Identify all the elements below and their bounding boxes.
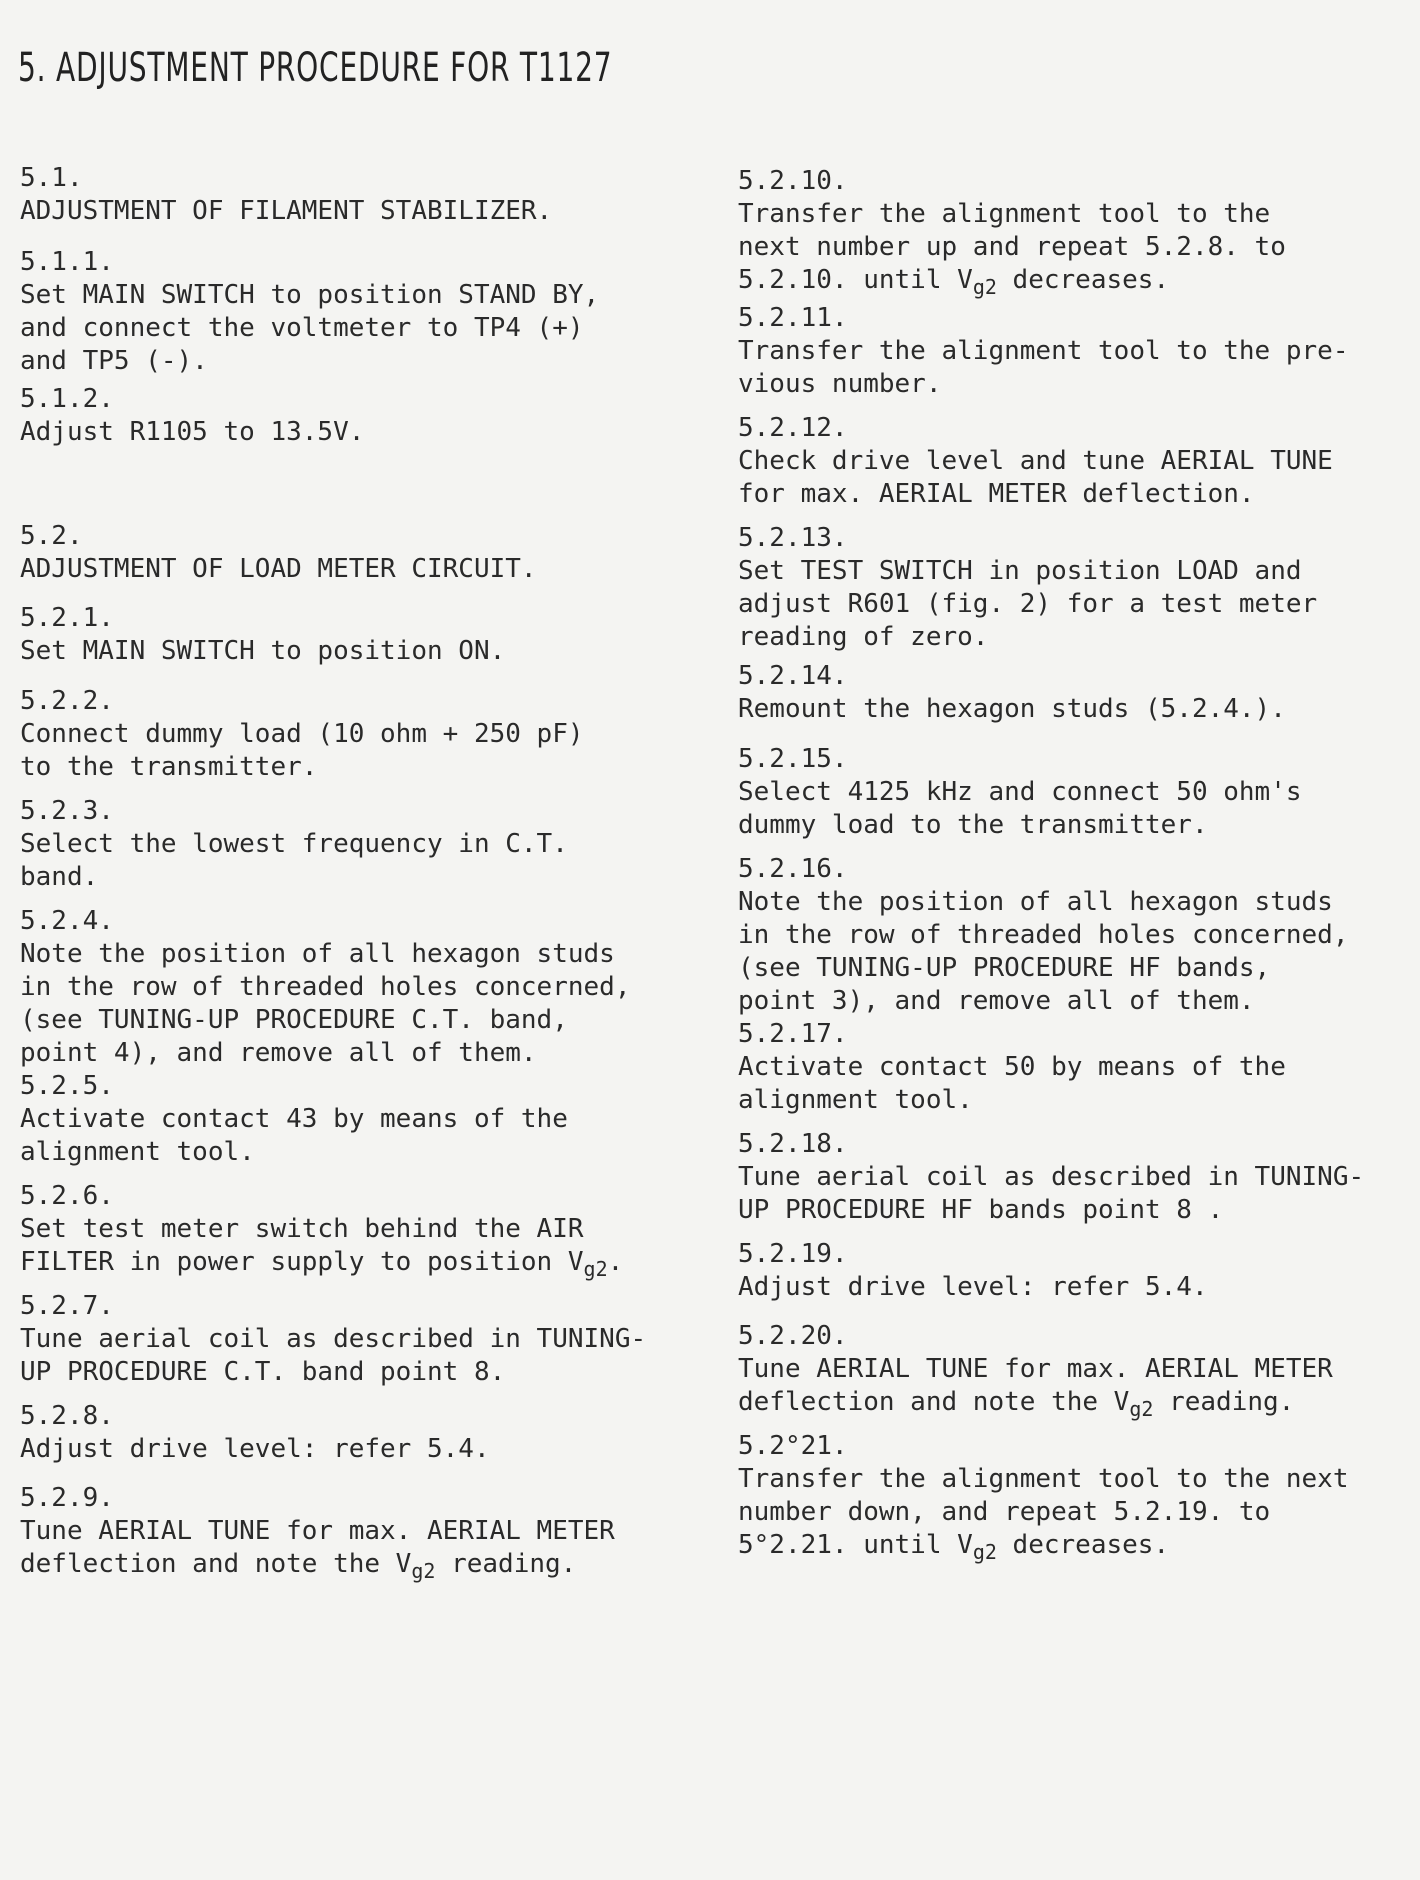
section-text-line: alignment tool. (738, 1085, 973, 1115)
section-5-2-13 (738, 522, 1420, 654)
section-text-line: Set test meter switch behind the AIR (20, 1214, 584, 1244)
section-5-2-7 (20, 1290, 720, 1389)
section-text-line: UP PROCEDURE HF bands point 8 . (738, 1195, 1224, 1225)
section-5-2-6 (20, 1180, 720, 1279)
section-number: 5.2. (20, 521, 83, 551)
section-5-2-9 (20, 1482, 720, 1581)
section-5-2-16 (738, 853, 1420, 1018)
section-number: 5.1.2. (20, 384, 114, 414)
section-text-line: band. (20, 862, 99, 892)
section-5-2-10 (738, 165, 1420, 297)
section-text-line: Set TEST SWITCH in position LOAD and (738, 556, 1302, 586)
section-text-line: 5°2.21. until $V_{g2}$ decreases. (738, 1530, 1170, 1564)
section-text-line: Activate contact 43 by means of the (20, 1104, 568, 1134)
section-text-line: Set MAIN SWITCH to position STAND BY, (20, 280, 600, 310)
section-text-line: Connect dummy load (10 ohm + 250 pF) (20, 719, 584, 749)
section-number: 5.2.19. (738, 1239, 848, 1269)
section-5-2-19 (738, 1238, 1420, 1304)
section-number: 5.2.6. (20, 1181, 114, 1211)
section-text-line: Tune AERIAL TUNE for max. AERIAL METER (20, 1516, 615, 1546)
section-text-line: and TP5 (-). (20, 346, 208, 376)
section-5-2 (20, 520, 720, 586)
section-text-line: point 3), and remove all of them. (738, 986, 1255, 1016)
section-5-2-20 (738, 1320, 1420, 1419)
section-number: 5.2.7. (20, 1291, 114, 1321)
section-text-line: Note the position of all hexagon studs (20, 939, 615, 969)
section-5-1-1 (20, 246, 720, 378)
section-text-line: Adjust drive level: refer 5.4. (20, 1434, 490, 1464)
section-number: 5.2.13. (738, 523, 848, 553)
section-text-line: next number up and repeat 5.2.8. to (738, 232, 1286, 262)
section-5-2-3 (20, 795, 720, 894)
section-number: 5.2.14. (738, 661, 848, 691)
section-5-2-1 (20, 602, 720, 668)
section-text-line: Note the position of all hexagon studs (738, 887, 1333, 917)
section-number: 5.2°21. (738, 1431, 848, 1461)
section-text-line: 5.2.10. until $V_{g2}$ decreases. (738, 265, 1170, 299)
section-text-line: UP PROCEDURE C.T. band point 8. (20, 1357, 506, 1387)
section-5-2-5 (20, 1070, 720, 1169)
section-text-line: Tune aerial coil as described in TUNING- (20, 1324, 647, 1354)
section-number: 5.2.10. (738, 166, 848, 196)
section-5-1 (20, 162, 720, 228)
section-5-2-21 (738, 1430, 1420, 1562)
section-text-line: vious number. (738, 369, 942, 399)
section-number: 5.2.9. (20, 1483, 114, 1513)
section-number: 5.2.11. (738, 303, 848, 333)
section-text-line: Adjust drive level: refer 5.4. (738, 1272, 1208, 1302)
section-number: 5.2.18. (738, 1129, 848, 1159)
section-text-line: point 4), and remove all of them. (20, 1038, 537, 1068)
section-text-line: alignment tool. (20, 1137, 255, 1167)
section-5-2-17 (738, 1018, 1420, 1117)
section-text-line: (see TUNING-UP PROCEDURE C.T. band, (20, 1005, 568, 1035)
section-text-line: in the row of threaded holes concerned, (20, 972, 631, 1002)
section-text-line: Transfer the alignment tool to the next (738, 1464, 1349, 1494)
section-text-line: reading of zero. (738, 622, 989, 652)
section-text-line: Activate contact 50 by means of the (738, 1052, 1286, 1082)
section-number: 5.2.3. (20, 796, 114, 826)
section-number: 5.2.5. (20, 1071, 114, 1101)
section-text-line: Check drive level and tune AERIAL TUNE (738, 446, 1333, 476)
section-text-line: Transfer the alignment tool to the (738, 199, 1271, 229)
section-number: 5.2.15. (738, 744, 848, 774)
section-text-line: ADJUSTMENT OF FILAMENT STABILIZER. (20, 196, 553, 226)
section-text-line: in the row of threaded holes concerned, (738, 920, 1349, 950)
section-5-2-15 (738, 743, 1420, 842)
section-text-line: Remount the hexagon studs (5.2.4.). (738, 694, 1286, 724)
section-text-line: Select the lowest frequency in C.T. (20, 829, 568, 859)
section-text-line: Adjust R1105 to 13.5V. (20, 417, 365, 447)
section-text-line: ADJUSTMENT OF LOAD METER CIRCUIT. (20, 554, 537, 584)
section-text-line: deflection and note the $V_{g2}$ reading. (20, 1549, 577, 1583)
section-number: 5.2.4. (20, 906, 114, 936)
section-text-line: Transfer the alignment tool to the pre- (738, 336, 1349, 366)
section-text-line: (see TUNING-UP PROCEDURE HF bands, (738, 953, 1271, 983)
section-text-line: to the transmitter. (20, 752, 318, 782)
section-text-line: Select 4125 kHz and connect 50 ohm's (738, 777, 1302, 807)
section-number: 5.2.17. (738, 1019, 848, 1049)
section-number: 5.1.1. (20, 247, 114, 277)
section-text-line: adjust R601 (fig. 2) for a test meter (738, 589, 1318, 619)
section-number: 5.1. (20, 163, 83, 193)
section-text-line: Tune aerial coil as described in TUNING- (738, 1162, 1365, 1192)
section-text-line: for max. AERIAL METER deflection. (738, 479, 1255, 509)
section-5-2-2 (20, 685, 720, 784)
section-number: 5.2.2. (20, 686, 114, 716)
section-text-line: Tune AERIAL TUNE for max. AERIAL METER (738, 1354, 1333, 1384)
section-text-line: deflection and note the $V_{g2}$ reading. (738, 1387, 1295, 1421)
section-5-1-2 (20, 383, 720, 449)
section-5-2-11 (738, 302, 1420, 401)
section-number: 5.2.20. (738, 1321, 848, 1351)
section-5-2-8 (20, 1400, 720, 1466)
section-number: 5.2.12. (738, 413, 848, 443)
section-number: 5.2.8. (20, 1401, 114, 1431)
section-number: 5.2.16. (738, 854, 848, 884)
section-text-line: Set MAIN SWITCH to position ON. (20, 636, 506, 666)
section-text-line: FILTER in power supply to position $V_{g2}$. (20, 1247, 624, 1281)
section-5-2-4 (20, 905, 720, 1070)
section-5-2-18 (738, 1128, 1420, 1227)
section-text-line: and connect the voltmeter to TP4 (+) (20, 313, 584, 343)
section-text-line: dummy load to the transmitter. (738, 810, 1208, 840)
section-5-2-14 (738, 660, 1420, 726)
page-title: 5. ADJUSTMENT PROCEDURE FOR T1127 (18, 44, 613, 91)
section-number: 5.2.1. (20, 603, 114, 633)
section-text-line: number down, and repeat 5.2.19. to (738, 1497, 1271, 1527)
section-5-2-12 (738, 412, 1420, 511)
